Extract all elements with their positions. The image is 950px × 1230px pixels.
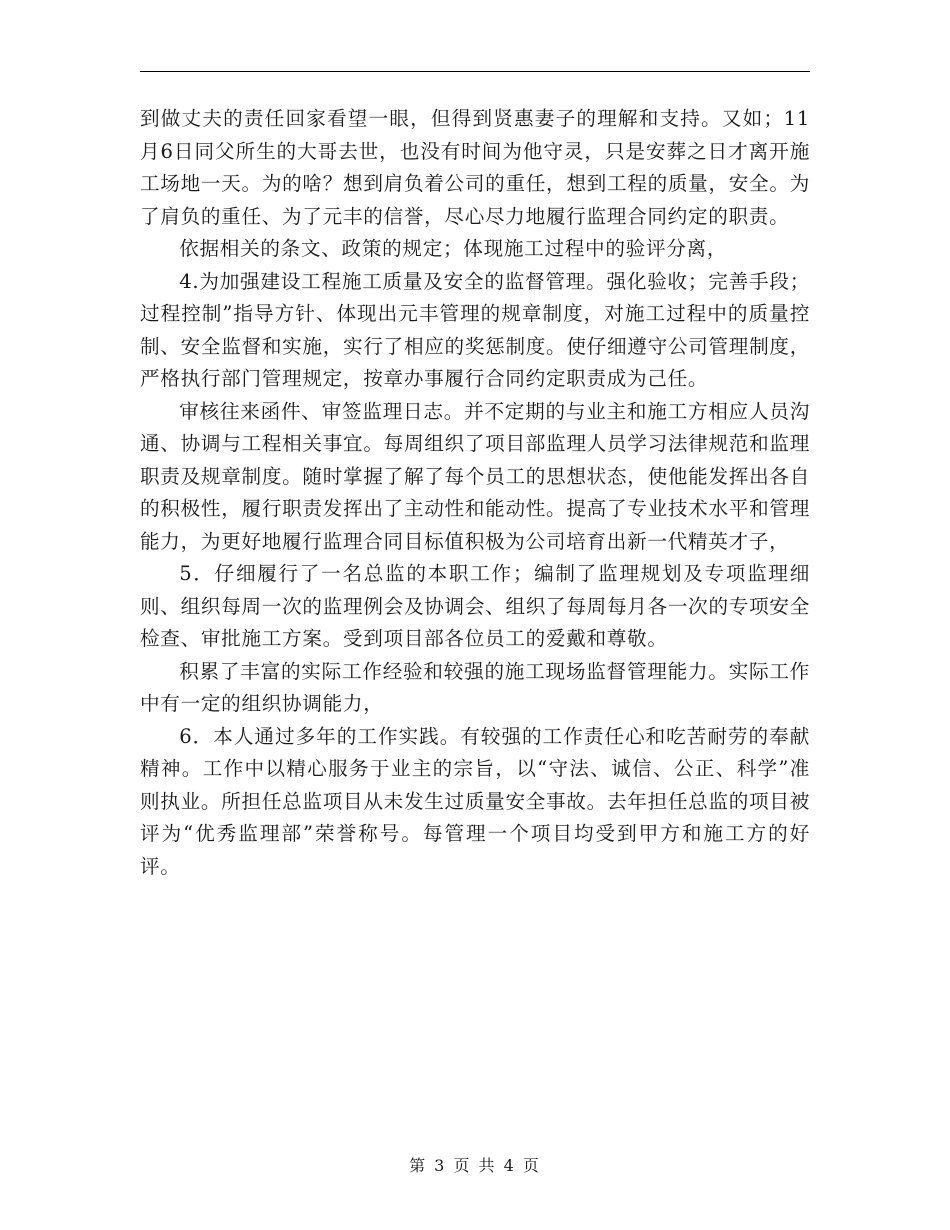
page-number-footer: 第 3 页 共 4 页 [409,1156,541,1175]
paragraph-3: 4.为加强建设工程施工质量及安全的监督管理。强化验收；完善手段；过程控制”指导方针、体现出元丰管理的规章制度，对施工过程中的质量控制、安全监督和实施，实行了相应的奖惩制度。使仔细遵守公司管理制度，严格执行部门管理规定，按章办事履行合同约定职责成为己任。 [140,269,810,390]
document-body [140,103,810,883]
paragraph-2: 依据相关的条文、政策的规定；体现施工过程中的验评分离， [179,237,728,260]
header-rule [140,71,810,72]
paragraph-1: 到做丈夫的责任回家看望一眼，但得到贤惠妻子的理解和支持。又如；11月6日同父所生的大哥去世，也没有时间为他守灵，只是安葬之日才离开施工场地一天。为的啥？想到肩负着公司的重任，想到工程的质量，安全。为了肩负的重任、为了元丰的信誉，尽心尽力地履行监理合同约定的职责。 [140,107,810,228]
paragraph-5: 5．仔细履行了一名总监的本职工作；编制了监理规划及专项监理细则、组织每周一次的监理例会及协调会、组织了每周每月各一次的专项安全检查、审批施工方案。受到项目部各位员工的爱戴和尊敬。 [140,562,810,650]
paragraph-4: 审核往来函件、审签监理日志。并不定期的与业主和施工方相应人员沟通、协调与工程相关事宜。每周组织了项目部监理人员学习法律规范和监理职责及规章制度。随时掌握了解了每个员工的思想状态，使他能发挥出各自的积极性，履行职责发挥出了主动性和能动性。提高了专业技术水平和管理能力，为更好地履行监理合同目标值积极为公司培育出新一代精英才子， [140,399,810,553]
paragraph-6: 积累了丰富的实际工作经验和较强的施工现场监督管理能力。实际工作中有一定的组织协调能力， [140,659,810,715]
paragraph-7: 6．本人通过多年的工作实践。有较强的工作责任心和吃苦耐劳的奉献精神。工作中以精心服务于业主的宗旨，以“守法、诚信、公正、科学”准则执业。所担任总监项目从未发生过质量安全事故。去年担任总监的项目被评为“优秀监理部”荣誉称号。每管理一个项目均受到甲方和施工方的好评。 [140,724,810,878]
